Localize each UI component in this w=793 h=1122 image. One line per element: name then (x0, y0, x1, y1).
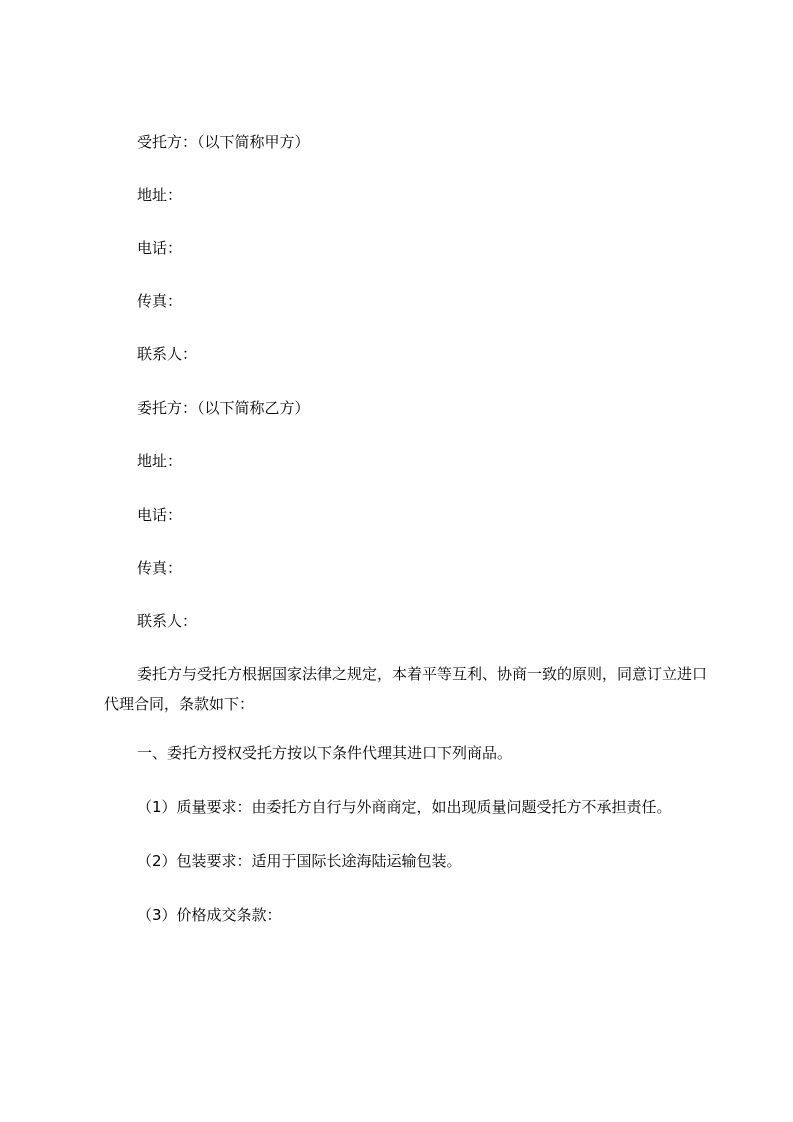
party-b-fax: 传真： (137, 559, 183, 577)
preamble-paragraph: 委托方与受托方根据国家法律之规定，本着平等互利、协商一致的原则，同意订立进口代理合同，条款如下： (104, 665, 708, 713)
section-1-item-price-terms: （3）价格成交条款： (137, 906, 282, 924)
party-b-address: 地址： (137, 452, 183, 470)
party-a-phone: 电话： (137, 239, 183, 257)
section-1-item-packaging: （2）包装要求：适用于国际长途海陆运输包装。 (137, 852, 462, 870)
section-1-item-quality: （1）质量要求：由委托方自行与外商商定，如出现质量问题受托方不承担责任。 (137, 798, 672, 816)
party-b-phone: 电话： (137, 506, 183, 524)
party-a-address: 地址： (137, 186, 183, 204)
party-a-title: 受托方：（以下简称甲方） (137, 133, 310, 151)
section-1-heading: 一、委托方授权受托方按以下条件代理其进口下列商品。 (137, 744, 513, 762)
party-b-title: 委托方：（以下简称乙方） (137, 399, 310, 417)
party-a-contact: 联系人： (137, 345, 198, 363)
party-a-fax: 传真： (137, 292, 183, 310)
party-b-contact: 联系人： (137, 612, 198, 630)
